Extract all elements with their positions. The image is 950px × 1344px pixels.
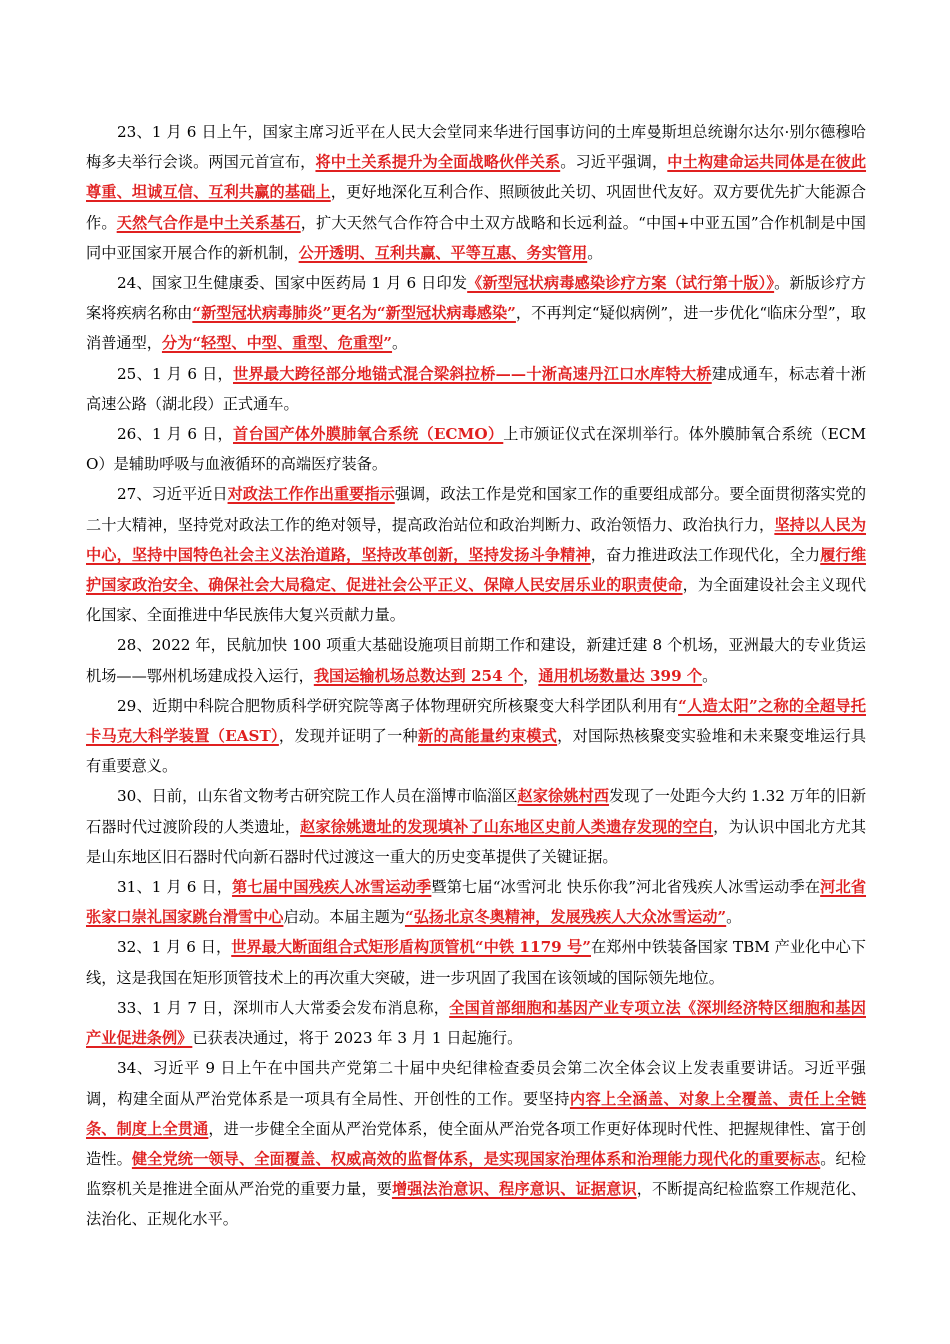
- news-paragraph-33: [86, 993, 866, 1053]
- highlighted-text: 中土构建命运共同体是在彼此尊重、坦诚互信、互利共赢的基础上: [86, 153, 867, 202]
- body-text: 23、1 月 6 日上午，国家主席习近平在人民大会堂同来华进行国事访问的土库曼斯坦总统谢尔达尔·别尔德穆哈梅多夫举行会谈。两国元首宣布，: [86, 123, 866, 172]
- body-text: 。: [587, 243, 603, 262]
- highlighted-text: “弘扬北京冬奥精神，发展残疾人大众冰雪运动”: [404, 908, 727, 927]
- highlighted-text: 世界最大跨径部分地锚式混合梁斜拉桥——十淅高速丹江口水库特大桥: [233, 364, 712, 383]
- body-text: 在郑州中铁装备国家 TBM 产业化中心下线，这是我国在矩形顶管技术上的再次重大突破，进一步巩固了我国在该领域的国际领先地位。: [86, 938, 866, 987]
- highlighted-text: 全国首部细胞和基因产业专项立法《深圳经济特区细胞和基因产业促进条例》: [86, 998, 866, 1048]
- body-text: 32、1 月 6 日，: [117, 938, 232, 957]
- news-paragraph-28: [86, 630, 866, 690]
- highlighted-text: 新的高能量约束模式: [418, 727, 558, 746]
- news-paragraph-30: [86, 781, 866, 872]
- news-paragraph-27: [86, 479, 866, 630]
- body-text: 。: [392, 334, 408, 353]
- highlighted-text: 公开透明、互利共赢、平等互惠、务实管用: [298, 243, 588, 262]
- highlighted-text: 赵家徐姚村西: [517, 787, 610, 806]
- body-text: 。: [702, 666, 718, 685]
- body-text: 发现了一处距今大约 1.32 万年的旧新石器时代过渡阶段的人类遗址，: [86, 787, 867, 836]
- body-text: 26、1 月 6 日，: [117, 425, 233, 444]
- highlighted-text: 内容上全涵盖、对象上全覆盖、责任上全链条、制度上全贯通: [86, 1089, 867, 1138]
- body-text: ，奋力推进政法工作现代化，全力: [590, 545, 821, 564]
- body-text: 28、2022 年，民航加快 100 项重大基础设施项目前期工作和建设，新建迁建 8 个机场，亚洲最大的专业货运机场——鄂州机场建成投入运行，: [86, 636, 866, 685]
- highlighted-text: 天然气合作是中土关系基石: [116, 213, 301, 232]
- body-text: ，不再判定“疑似病例”，进一步优化“临床分型”，取消普通型，: [86, 304, 866, 353]
- body-text: 33、1 月 7 日，深圳市人大常委会发布消息称，: [117, 998, 450, 1017]
- body-text: 暨第七届“冰雪河北 快乐你我”河北省残疾人冰雪运动季在: [431, 878, 821, 897]
- highlighted-text: “新型冠状病毒肺炎”更名为“新型冠状病毒感染”: [192, 304, 516, 323]
- highlighted-text: 将中土关系提升为全面战略伙伴关系: [315, 153, 561, 172]
- news-paragraph-26: [86, 419, 866, 479]
- body-text: 27、习近平近日: [117, 485, 228, 504]
- highlighted-text: 第七届中国残疾人冰雪运动季: [232, 878, 432, 897]
- body-text: ，发现并证明了一种: [278, 727, 419, 746]
- body-text: 强调，政法工作是党和国家工作的重要组成部分。要全面贯彻落实党的二十大精神，坚持党对政法工作的绝对领导，提高政治站位和政治判断力、政治领悟力、政治执行力，: [86, 485, 867, 534]
- highlighted-text: 通用机场数量达 399 个: [538, 666, 703, 685]
- highlighted-text: 分为“轻型、中型、重型、危重型”: [161, 334, 393, 353]
- body-text: 建成通车，标志着十淅高速公路（湖北段）正式通车。: [86, 364, 867, 413]
- body-text: ，对国际热核聚变实验堆和未来聚变堆运行具有重要意义。: [86, 727, 867, 776]
- body-text: 30、日前，山东省文物考古研究院工作人员在淄博市临淄区: [117, 787, 518, 806]
- highlighted-text: 增强法治意识、程序意识、证据意识: [391, 1180, 637, 1199]
- highlighted-text: 对政法工作作出重要指示: [227, 485, 395, 504]
- highlighted-text: 健全党统一领导、全面覆盖、权威高效的监督体系，是实现国家治理体系和治理能力现代化的重要标志: [131, 1149, 821, 1168]
- body-text: ，扩大天然气合作符合中土双方战略和长远利益。“中国+中亚五国”合作机制是中国同中亚国家开展合作的新机制，: [86, 213, 866, 262]
- body-text: 29、近期中科院合肥物质科学研究院等离子体物理研究所核聚变大科学团队利用有: [117, 696, 679, 715]
- highlighted-text: 世界最大断面组合式矩形盾构顶管机“中铁 1179 号”: [231, 938, 591, 957]
- news-paragraph-25: [86, 359, 866, 419]
- body-text: 。新版诊疗方案将疾病名称由: [86, 274, 866, 323]
- body-text: ，为全面建设社会主义现代化国家、全面推进中华民族伟大复兴贡献力量。: [86, 576, 867, 625]
- highlighted-text: 我国运输机场总数达到 254 个: [313, 666, 524, 685]
- body-text: 。习近平强调，: [560, 153, 668, 172]
- news-paragraph-23: [86, 117, 866, 268]
- body-text: 。: [726, 908, 742, 927]
- highlighted-text: 《新型冠状病毒感染诊疗方案（试行第十版）》: [467, 274, 775, 293]
- body-text: ，不断提高纪检监察工作规范化、法治化、正规化水平。: [86, 1180, 867, 1229]
- body-text: 启动。本届主题为: [283, 908, 405, 927]
- body-text: 34、习近平 9 日上午在中国共产党第二十届中央纪律检查委员会第二次全体会议上发表重要讲话。习近平强调，构建全面从严治党体系是一项具有全局性、开创性的工作。要坚持: [86, 1059, 866, 1108]
- news-paragraph-31: [86, 872, 866, 932]
- body-text: ，为认识中国北方尤其是山东地区旧石器时代向新石器时代过渡这一重大的历史变革提供了关键证据。: [86, 817, 867, 866]
- highlighted-text: 履行维护国家政治安全、确保社会大局稳定、促进社会公平正义、保障人民安居乐业的职责使命: [86, 545, 867, 595]
- news-paragraph-34: [86, 1053, 866, 1234]
- highlighted-text: 赵家徐姚遗址的发现填补了山东地区史前人类遗存发现的空白: [300, 817, 714, 836]
- body-text: 。纪检监察机关是推进全面从严治党的重要力量，要: [86, 1149, 867, 1199]
- news-paragraph-24: [86, 268, 866, 359]
- body-text: 上市颁证仪式在深圳举行。体外膜肺氧合系统（ECMO）是辅助呼吸与血液循环的高端医疗装备。: [86, 425, 866, 474]
- highlighted-text: 首台国产体外膜肺氧合系统（ECMO）: [233, 425, 504, 444]
- body-text: ，进一步健全全面从严治党体系，使全面从严治党各项工作更好体现时代性、把握规律性、富于创造性。: [86, 1119, 867, 1168]
- body-text: 24、国家卫生健康委、国家中医药局 1 月 6 日印发: [117, 274, 468, 293]
- body-text: ，更好地深化互利合作、照顾彼此关切、巩固世代友好。双方要优先扩大能源合作。: [86, 183, 867, 232]
- highlighted-text: 河北省张家口崇礼国家跳台滑雪中心: [86, 878, 867, 927]
- news-paragraph-29: [86, 691, 866, 782]
- body-text: ，: [523, 666, 539, 685]
- body-text: 已获表决通过，将于 2023 年 3 月 1 日起施行。: [192, 1029, 523, 1048]
- highlighted-text: “人造太阳”之称的全超导托卡马克大科学装置（EAST）: [86, 696, 866, 746]
- news-paragraph-32: [86, 932, 866, 992]
- body-text: 25、1 月 6 日，: [117, 364, 233, 383]
- highlighted-text: 坚持以人民为中心，坚持中国特色社会主义法治道路，坚持改革创新，坚持发扬斗争精神: [86, 515, 867, 564]
- body-text: 31、1 月 6 日，: [117, 878, 233, 897]
